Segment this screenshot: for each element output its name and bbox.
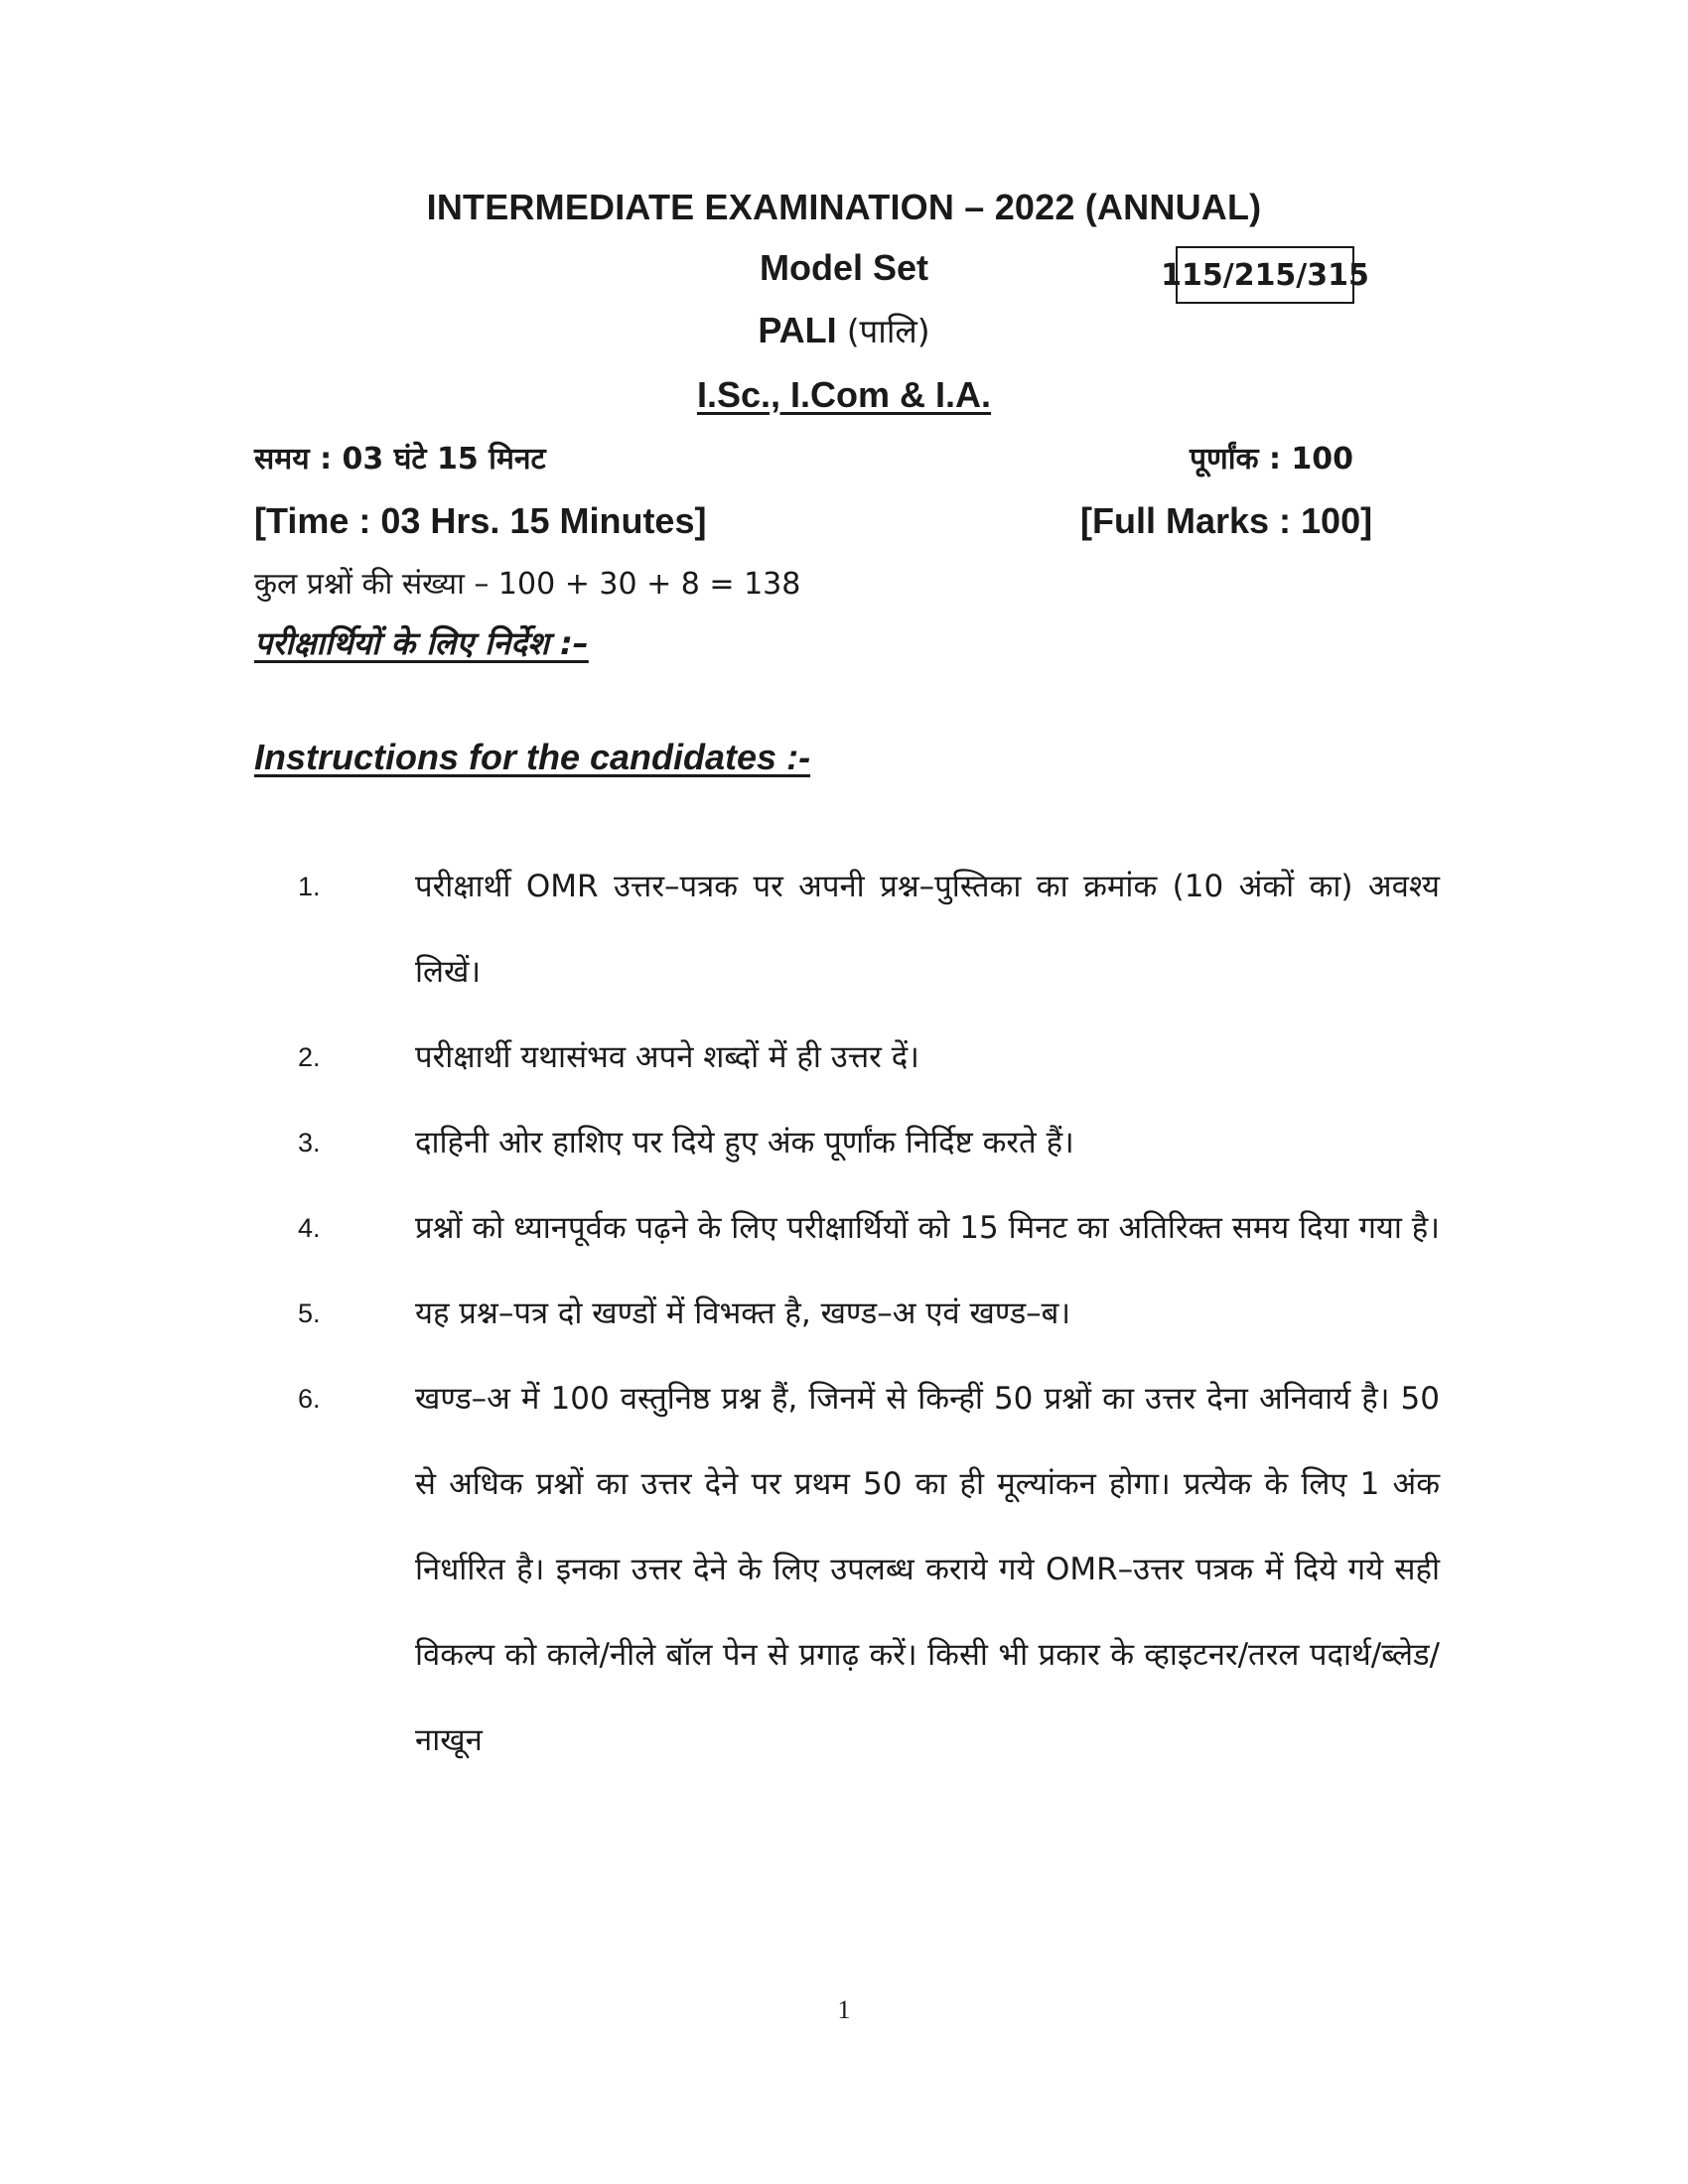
instruction-item bbox=[298, 1015, 1440, 1100]
instruction-item bbox=[298, 1185, 1440, 1271]
instruction-number: 3. bbox=[298, 1128, 321, 1158]
question-count: कुल प्रश्नों की संख्या – 100 + 30 + 8 = 138 bbox=[254, 567, 801, 602]
exam-title: INTERMEDIATE EXAMINATION – 2022 (ANNUAL) bbox=[426, 187, 1262, 227]
instruction-item bbox=[298, 1271, 1440, 1356]
instructions-heading-hindi: परीक्षार्थियों के लिए निर्देश :– bbox=[254, 624, 589, 662]
streams-label: I.Sc., I.Com & I.A. bbox=[696, 374, 992, 415]
instruction-item bbox=[298, 844, 1440, 1015]
instructions-heading-english: Instructions for the candidates :- bbox=[254, 737, 811, 777]
time-hindi: समय : 03 घंटे 15 मिनट bbox=[254, 442, 546, 477]
subject-code-box: 115/215/315 bbox=[1176, 246, 1354, 304]
subject-title bbox=[0, 308, 1688, 352]
instruction-text: दाहिनी ओर हाशिए पर दिये हुए अंक पूर्णांक निर्दिष्ट करते हैं। bbox=[415, 1125, 1074, 1160]
instruction-number: 6. bbox=[298, 1384, 321, 1414]
instruction-number: 1. bbox=[298, 872, 321, 901]
page-number: 1 bbox=[837, 1995, 851, 2024]
instruction-text: परीक्षार्थी OMR उत्तर–पत्रक पर अपनी प्रश्न–पुस्तिका का क्रमांक (10 अंकों का) अवश्य लिखें। bbox=[415, 869, 1440, 990]
instruction-text: खण्ड–अ में 100 वस्तुनिष्ठ प्रश्न हैं, जिनमें से किन्हीं 50 प्रश्नों का उत्तर देना अनिवार्य है। 50 से अधिक प्रश्नों का उत्तर देने पर प्रथम 50 का ही मूल्यांकन होगा। प्रत्येक के लिए 1 अंक निर्धारित है। इनका उत्तर देने के लिए उपलब्ध कराये गये OMR–उत्तर पत्रक में दिये गये सही विकल्प को काले/नीले बॉल पेन से प्रगाढ़ करें। किसी भी प्रकार के व्हाइटनर/तरल पदार्थ/ब्लेड/नाखून bbox=[415, 1381, 1440, 1758]
instruction-number: 2. bbox=[298, 1042, 321, 1072]
instruction-list bbox=[298, 844, 1440, 1783]
instruction-text: प्रश्नों को ध्यानपूर्वक पढ़ने के लिए परीक्षार्थियों को 15 मिनट का अतिरिक्त समय दिया गया है। bbox=[415, 1210, 1440, 1246]
instruction-item bbox=[298, 1100, 1440, 1185]
time-english: [Time : 03 Hrs. 15 Minutes] bbox=[254, 500, 707, 541]
instruction-number: 4. bbox=[298, 1213, 321, 1243]
instruction-item bbox=[298, 1356, 1440, 1783]
instruction-text: परीक्षार्थी यथासंभव अपने शब्दों में ही उत्तर दें। bbox=[415, 1039, 919, 1075]
model-set-label: Model Set bbox=[759, 247, 928, 288]
instruction-text: यह प्रश्न–पत्र दो खण्डों में विभक्त है, खण्ड–अ एवं खण्ड–ब। bbox=[415, 1296, 1071, 1331]
subject-name-en: PALI bbox=[758, 310, 837, 350]
instruction-number: 5. bbox=[298, 1298, 321, 1328]
subject-name-hi: (पालि) bbox=[846, 312, 930, 350]
full-marks-hindi: पूर्णांक : 100 bbox=[1190, 442, 1354, 477]
full-marks-english: [Full Marks : 100] bbox=[1080, 500, 1373, 541]
